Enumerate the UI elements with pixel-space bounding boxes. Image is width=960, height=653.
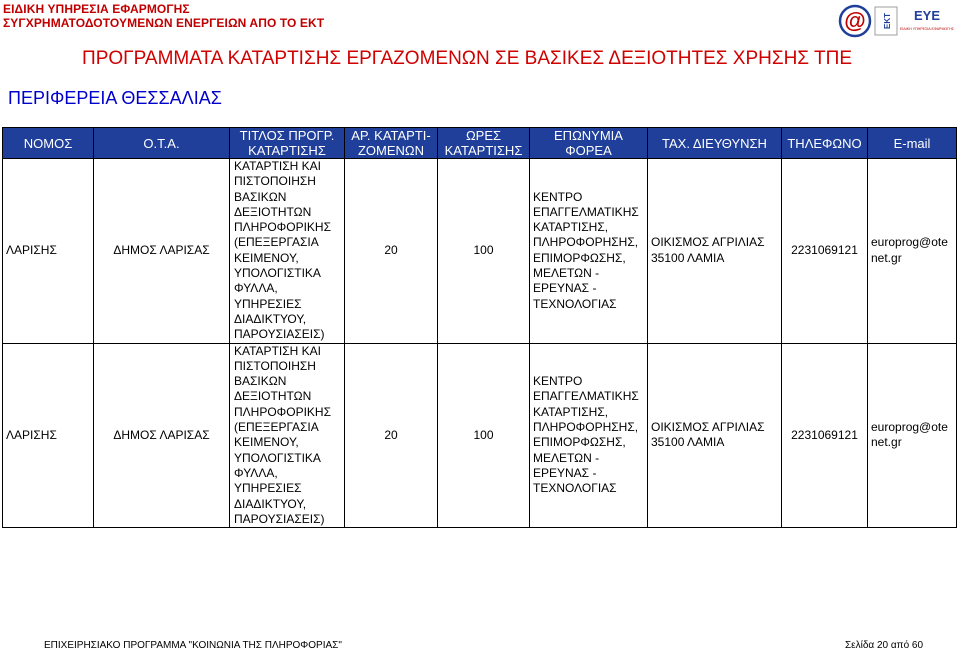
col-header-address: ΤΑΧ. ΔΙΕΥΘΥΝΣΗ <box>648 128 782 159</box>
table-row <box>3 159 957 344</box>
cell-program-title: ΚΑΤΑΡΤΙΣΗ ΚΑΙ ΠΙΣΤΟΠΟΙΗΣΗ ΒΑΣΙΚΩΝ ΔΕΞΙΟΤΗΤΩΝ ΠΛΗΡΟΦΟΡΙΚΗΣ (ΕΠΕΞΕΡΓΑΣΙΑ ΚΕΙΜΕΝΟΥ, ΥΠΟΛΟΓΙΣΤΙΚΑ ΦΥΛΛΑ, ΥΠΗΡΕΣΙΕΣ ΔΙΑΔΙΚΤΥΟΥ, ΠΑΡΟΥΣΙΑΣΕΙΣ) <box>230 159 345 344</box>
page-title: ΠΡΟΓΡΑΜΜΑΤΑ ΚΑΤΑΡΤΙΣΗΣ ΕΡΓΑΖΟΜΕΝΩΝ ΣΕ ΒΑΣΙΚΕΣ ΔΕΞΙΟΤΗΤΕΣ ΧΡΗΣΗΣ ΤΠΕ <box>82 48 852 69</box>
col-header-nomos: ΝΟΜΟΣ <box>3 128 94 159</box>
cell-ota: ΔΗΜΟΣ ΛΑΡΙΣΑΣ <box>94 159 230 344</box>
cell-email: europrog@ote net.gr <box>868 343 957 528</box>
cell-trainees: 20 <box>345 343 438 528</box>
col-header-ota: Ο.Τ.Α. <box>94 128 230 159</box>
cell-program-title: ΚΑΤΑΡΤΙΣΗ ΚΑΙ ΠΙΣΤΟΠΟΙΗΣΗ ΒΑΣΙΚΩΝ ΔΕΞΙΟΤΗΤΩΝ ΠΛΗΡΟΦΟΡΙΚΗΣ (ΕΠΕΞΕΡΓΑΣΙΑ ΚΕΙΜΕΝΟΥ, ΥΠΟΛΟΓΙΣΤΙΚΑ ΦΥΛΛΑ, ΥΠΗΡΕΣΙΕΣ ΔΙΑΔΙΚΤΥΟΥ, ΠΑΡΟΥΣΙΑΣΕΙΣ) <box>230 343 345 528</box>
footer-program-name: ΕΠΙΧΕΙΡΗΣΙΑΚΟ ΠΡΟΓΡΑΜΜΑ "ΚΟΙΝΩΝΙΑ ΤΗΣ ΠΛΗΡΟΦΟΡΙΑΣ" <box>44 640 342 651</box>
region-heading: ΠΕΡΙΦΕΡΕΙΑ ΘΕΣΣΑΛΙΑΣ <box>8 88 222 108</box>
cell-nomos: ΛΑΡΙΣΗΣ <box>3 343 94 528</box>
cell-trainees: 20 <box>345 159 438 344</box>
ekt-logo-text: ΕΚΤ <box>883 13 892 29</box>
cell-phone: 2231069121 <box>782 159 868 344</box>
cell-provider: ΚΕΝΤΡΟ ΕΠΑΓΓΕΛΜΑΤΙΚΗΣ ΚΑΤΑΡΤΙΣΗΣ, ΠΛΗΡΟΦΟΡΗΣΗΣ, ΕΠΙΜΟΡΦΩΣΗΣ, ΜΕΛΕΤΩΝ - ΕΡΕΥΝΑΣ - ΤΕΧΝΟΛΟΓΙΑΣ <box>530 159 648 344</box>
programs-table <box>2 127 957 528</box>
col-header-trainees: ΑΡ. ΚΑΤΑΡΤΙ- ΖΟΜΕΝΩΝ <box>345 128 438 159</box>
col-header-phone: ΤΗΛΕΦΩΝΟ <box>782 128 868 159</box>
cell-provider: ΚΕΝΤΡΟ ΕΠΑΓΓΕΛΜΑΤΙΚΗΣ ΚΑΤΑΡΤΙΣΗΣ, ΠΛΗΡΟΦΟΡΗΣΗΣ, ΕΠΙΜΟΡΦΩΣΗΣ, ΜΕΛΕΤΩΝ - ΕΡΕΥΝΑΣ - ΤΕΧΝΟΛΟΓΙΑΣ <box>530 343 648 528</box>
cell-nomos: ΛΑΡΙΣΗΣ <box>3 159 94 344</box>
eye-logo-subtext: ΕΙΔΙΚΗ ΥΠΗΡΕΣΙΑ ΕΦΑΡΜΟΓΗΣ <box>899 27 955 31</box>
cell-address: ΟΙΚΙΣΜΟΣ ΑΓΡΙΛΙΑΣ 35100 ΛΑΜΙΑ <box>648 343 782 528</box>
eye-logo-text: ΕΥΕ <box>913 8 941 23</box>
eye-logo-icon <box>900 7 955 35</box>
agency-logos <box>838 4 956 38</box>
programs-table-container <box>2 127 957 528</box>
at-logo-text: @ <box>844 8 866 33</box>
col-header-email: E-mail <box>868 128 957 159</box>
at-logo-icon <box>840 6 870 36</box>
cell-address: ΟΙΚΙΣΜΟΣ ΑΓΡΙΛΙΑΣ 35100 ΛΑΜΙΑ <box>648 159 782 344</box>
header-agency-line-2: ΣΥΓΧΡΗΜΑΤΟΔΟΤΟΥΜΕΝΩΝ ΕΝΕΡΓΕΙΩΝ ΑΠΟ ΤΟ ΕΚΤ <box>3 16 325 30</box>
table-row <box>3 343 957 528</box>
cell-email: europrog@ote net.gr <box>868 159 957 344</box>
table-header-row <box>3 128 957 159</box>
cell-ota: ΔΗΜΟΣ ΛΑΡΙΣΑΣ <box>94 343 230 528</box>
ekt-logo-icon <box>875 7 897 35</box>
cell-phone: 2231069121 <box>782 343 868 528</box>
cell-hours: 100 <box>438 159 530 344</box>
cell-hours: 100 <box>438 343 530 528</box>
col-header-title: ΤΙΤΛΟΣ ΠΡΟΓΡ. ΚΑΤΑΡΤΙΣΗΣ <box>230 128 345 159</box>
col-header-provider: ΕΠΩΝΥΜΙΑ ΦΟΡΕΑ <box>530 128 648 159</box>
footer-page-number: Σελίδα 20 από 60 <box>845 640 924 651</box>
col-header-hours: ΩΡΕΣ ΚΑΤΑΡΤΙΣΗΣ <box>438 128 530 159</box>
header-agency-line-1: ΕΙΔΙΚΗ ΥΠΗΡΕΣΙΑ ΕΦΑΡΜΟΓΗΣ <box>3 2 190 16</box>
